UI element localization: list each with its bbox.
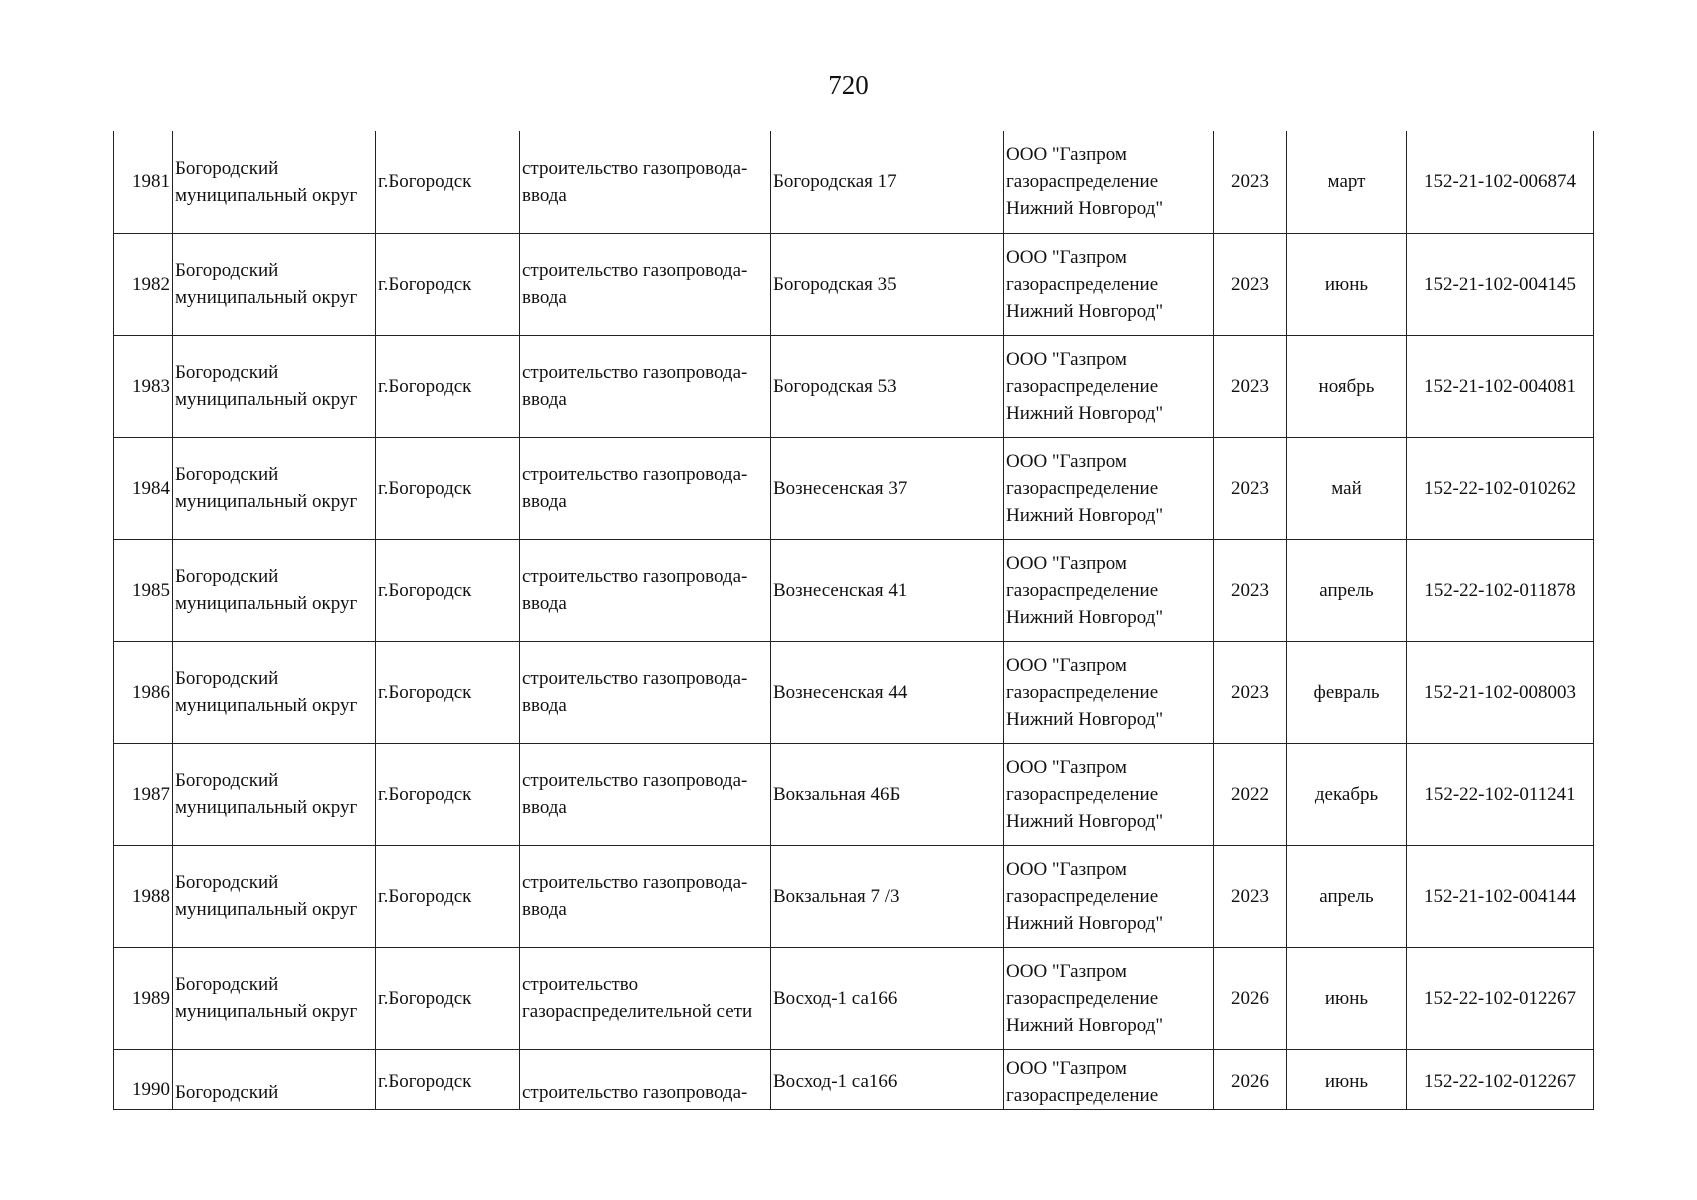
cell-line: газораспределение bbox=[1006, 375, 1159, 397]
cell-line: строительство газопровода- bbox=[522, 157, 748, 179]
cell-line: муниципальный округ bbox=[175, 491, 358, 512]
work-type-cell bbox=[520, 845, 771, 947]
city-cell: г.Богородск bbox=[376, 131, 520, 233]
code-cell: 152-22-102-012267 bbox=[1407, 947, 1594, 1049]
row-number-cell: 1990 bbox=[114, 1049, 173, 1109]
row-number-cell: 1988 bbox=[114, 845, 173, 947]
organization-cell bbox=[1004, 233, 1214, 335]
address-cell: Восход-1 са166 bbox=[771, 947, 1004, 1049]
cell-line: муниципальный округ bbox=[175, 695, 358, 716]
cell-line: ООО "Газпром bbox=[1006, 960, 1127, 982]
cell-line: газораспределение bbox=[1006, 171, 1159, 193]
row-number-cell: 1986 bbox=[114, 641, 173, 743]
cell-line: Богородский bbox=[175, 872, 279, 893]
work-type-cell bbox=[520, 233, 771, 335]
cell-line: ООО "Газпром bbox=[1006, 1057, 1127, 1079]
month-cell: апрель bbox=[1287, 845, 1407, 947]
table-row bbox=[114, 335, 1594, 437]
district-cell bbox=[173, 539, 376, 641]
row-number-cell: 1989 bbox=[114, 947, 173, 1049]
work-type-cell bbox=[520, 947, 771, 1049]
cell-line: строительство bbox=[522, 974, 639, 995]
organization-cell bbox=[1004, 539, 1214, 641]
cell-line: газораспределение bbox=[1006, 579, 1159, 601]
cell-line: муниципальный округ bbox=[175, 899, 358, 920]
month-cell: декабрь bbox=[1287, 743, 1407, 845]
cell-line: газораспределение bbox=[1006, 1084, 1159, 1106]
cell-line: Нижний Новгород" bbox=[1006, 912, 1164, 934]
cell-line: ввода bbox=[522, 593, 567, 614]
organization-cell bbox=[1004, 641, 1214, 743]
cell-line: газораспределение bbox=[1006, 273, 1159, 295]
cell-line: Нижний Новгород" bbox=[1006, 402, 1164, 424]
cell-line: ООО "Газпром bbox=[1006, 756, 1127, 778]
year-cell: 2026 bbox=[1214, 1049, 1287, 1109]
code-cell: 152-22-102-011241 bbox=[1407, 743, 1594, 845]
cell-line: ООО "Газпром bbox=[1006, 246, 1127, 268]
year-cell: 2023 bbox=[1214, 131, 1287, 233]
cell-line: ООО "Газпром bbox=[1006, 858, 1127, 880]
address-cell: Богородская 17 bbox=[771, 131, 1004, 233]
address-cell: Богородская 35 bbox=[771, 233, 1004, 335]
address-cell: Вознесенская 37 bbox=[771, 437, 1004, 539]
code-cell: 152-21-102-004081 bbox=[1407, 335, 1594, 437]
city-cell: г.Богородск bbox=[376, 641, 520, 743]
city-cell: г.Богородск bbox=[376, 743, 520, 845]
month-cell: февраль bbox=[1287, 641, 1407, 743]
cell-line: строительство газопровода- bbox=[522, 668, 748, 689]
cell-line: Богородский bbox=[175, 362, 279, 383]
cell-line: муниципальный округ bbox=[175, 389, 358, 410]
city-cell: г.Богородск bbox=[376, 539, 520, 641]
table-row bbox=[114, 437, 1594, 539]
cell-line: Богородский bbox=[175, 668, 279, 689]
year-cell: 2023 bbox=[1214, 539, 1287, 641]
work-type-cell bbox=[520, 743, 771, 845]
row-number-cell: 1982 bbox=[114, 233, 173, 335]
district-cell bbox=[173, 233, 376, 335]
table-row bbox=[114, 233, 1594, 335]
cell-line: Нижний Новгород" bbox=[1006, 708, 1164, 730]
organization-cell bbox=[1004, 335, 1214, 437]
organization-cell bbox=[1004, 1049, 1214, 1109]
work-type-cell bbox=[520, 641, 771, 743]
cell-line: строительство газопровода- bbox=[522, 464, 748, 485]
year-cell: 2026 bbox=[1214, 947, 1287, 1049]
year-cell: 2023 bbox=[1214, 845, 1287, 947]
city-cell: г.Богородск bbox=[376, 947, 520, 1049]
row-number-cell: 1984 bbox=[114, 437, 173, 539]
address-cell: Вознесенская 44 bbox=[771, 641, 1004, 743]
year-cell: 2022 bbox=[1214, 743, 1287, 845]
table-row bbox=[114, 539, 1594, 641]
year-cell: 2023 bbox=[1214, 335, 1287, 437]
organization-cell bbox=[1004, 131, 1214, 233]
gas-pipeline-register-table bbox=[113, 131, 1594, 1110]
organization-cell bbox=[1004, 845, 1214, 947]
page-number: 720 bbox=[828, 70, 869, 100]
cell-line: Богородский bbox=[175, 566, 279, 587]
code-cell: 152-22-102-010262 bbox=[1407, 437, 1594, 539]
district-cell bbox=[173, 947, 376, 1049]
code-cell: 152-22-102-012267 bbox=[1407, 1049, 1594, 1109]
month-cell: июнь bbox=[1287, 233, 1407, 335]
month-cell: июнь bbox=[1287, 947, 1407, 1049]
cell-line: Богородский bbox=[175, 974, 279, 995]
cell-line: ввода bbox=[522, 491, 567, 512]
district-cell bbox=[173, 845, 376, 947]
cell-line: ввода bbox=[522, 797, 567, 818]
address-cell: Вознесенская 41 bbox=[771, 539, 1004, 641]
cell-line: ООО "Газпром bbox=[1006, 552, 1127, 574]
row-number-cell: 1987 bbox=[114, 743, 173, 845]
cell-line: газораспределение bbox=[1006, 783, 1159, 805]
year-cell: 2023 bbox=[1214, 437, 1287, 539]
city-cell: г.Богородск bbox=[376, 437, 520, 539]
cell-line: Богородский bbox=[175, 1081, 279, 1103]
district-cell bbox=[173, 131, 376, 233]
cell-line: муниципальный округ bbox=[175, 797, 358, 818]
table-row bbox=[114, 131, 1594, 233]
cell-line: Нижний Новгород" bbox=[1006, 198, 1164, 220]
district-cell bbox=[173, 641, 376, 743]
cell-line: муниципальный округ bbox=[175, 287, 358, 308]
cell-line: Нижний Новгород" bbox=[1006, 504, 1164, 526]
cell-line: строительство газопровода- bbox=[522, 260, 748, 281]
city-cell: г.Богородск bbox=[376, 1049, 520, 1109]
district-cell bbox=[173, 335, 376, 437]
cell-line: газораспределение bbox=[1006, 987, 1159, 1009]
work-type-cell bbox=[520, 335, 771, 437]
cell-line: ООО "Газпром bbox=[1006, 654, 1127, 676]
cell-line: Богородский bbox=[175, 157, 279, 179]
row-number-cell: 1983 bbox=[114, 335, 173, 437]
table-row bbox=[114, 947, 1594, 1049]
cell-line: муниципальный округ bbox=[175, 593, 358, 614]
cell-line: Богородский bbox=[175, 464, 279, 485]
row-number-cell: 1985 bbox=[114, 539, 173, 641]
cell-line: ввода bbox=[522, 389, 567, 410]
code-cell: 152-21-102-004144 bbox=[1407, 845, 1594, 947]
cell-line: ООО "Газпром bbox=[1006, 144, 1127, 166]
cell-line: газораспределение bbox=[1006, 885, 1159, 907]
cell-line: Нижний Новгород" bbox=[1006, 300, 1164, 322]
month-cell: май bbox=[1287, 437, 1407, 539]
code-cell: 152-21-102-006874 bbox=[1407, 131, 1594, 233]
cell-line: Нижний Новгород" bbox=[1006, 810, 1164, 832]
code-cell: 152-21-102-004145 bbox=[1407, 233, 1594, 335]
cell-line: ввода bbox=[522, 695, 567, 716]
month-cell: июнь bbox=[1287, 1049, 1407, 1109]
cell-line: строительство газопровода- bbox=[522, 770, 748, 791]
address-cell: Восход-1 са166 bbox=[771, 1049, 1004, 1109]
table-row bbox=[114, 743, 1594, 845]
district-cell bbox=[173, 743, 376, 845]
address-cell: Вокзальная 7 /3 bbox=[771, 845, 1004, 947]
cell-line: Богородский bbox=[175, 260, 279, 281]
address-cell: Вокзальная 46Б bbox=[771, 743, 1004, 845]
cell-line: строительство газопровода- bbox=[522, 872, 748, 893]
city-cell: г.Богородск bbox=[376, 233, 520, 335]
year-cell: 2023 bbox=[1214, 641, 1287, 743]
cell-line: муниципальный округ bbox=[175, 1001, 358, 1022]
table-row bbox=[114, 845, 1594, 947]
cell-line: Нижний Новгород" bbox=[1006, 606, 1164, 628]
cell-line: муниципальный округ bbox=[175, 184, 358, 206]
table-row bbox=[114, 1049, 1594, 1109]
cell-line: строительство газопровода- bbox=[522, 566, 748, 587]
cell-line: строительство газопровода- bbox=[522, 1081, 748, 1103]
row-number-cell: 1981 bbox=[114, 131, 173, 233]
cell-line: газораспределительной сети bbox=[522, 1001, 753, 1022]
work-type-cell bbox=[520, 539, 771, 641]
district-cell bbox=[173, 1049, 376, 1109]
organization-cell bbox=[1004, 437, 1214, 539]
cell-line: газораспределение bbox=[1006, 477, 1159, 499]
code-cell: 152-22-102-011878 bbox=[1407, 539, 1594, 641]
cell-line: строительство газопровода- bbox=[522, 362, 748, 383]
table-row bbox=[114, 641, 1594, 743]
city-cell: г.Богородск bbox=[376, 335, 520, 437]
district-cell bbox=[173, 437, 376, 539]
cell-line: ввода bbox=[522, 184, 567, 206]
cell-line: Богородский bbox=[175, 770, 279, 791]
year-cell: 2023 bbox=[1214, 233, 1287, 335]
month-cell: апрель bbox=[1287, 539, 1407, 641]
month-cell: ноябрь bbox=[1287, 335, 1407, 437]
city-cell: г.Богородск bbox=[376, 845, 520, 947]
organization-cell bbox=[1004, 743, 1214, 845]
organization-cell bbox=[1004, 947, 1214, 1049]
cell-line: ООО "Газпром bbox=[1006, 348, 1127, 370]
work-type-cell bbox=[520, 1049, 771, 1109]
address-cell: Богородская 53 bbox=[771, 335, 1004, 437]
cell-line: ввода bbox=[522, 899, 567, 920]
work-type-cell bbox=[520, 131, 771, 233]
cell-line: ООО "Газпром bbox=[1006, 450, 1127, 472]
month-cell: март bbox=[1287, 131, 1407, 233]
cell-line: Нижний Новгород" bbox=[1006, 1014, 1164, 1036]
code-cell: 152-21-102-008003 bbox=[1407, 641, 1594, 743]
cell-line: ввода bbox=[522, 287, 567, 308]
work-type-cell bbox=[520, 437, 771, 539]
cell-line: газораспределение bbox=[1006, 681, 1159, 703]
